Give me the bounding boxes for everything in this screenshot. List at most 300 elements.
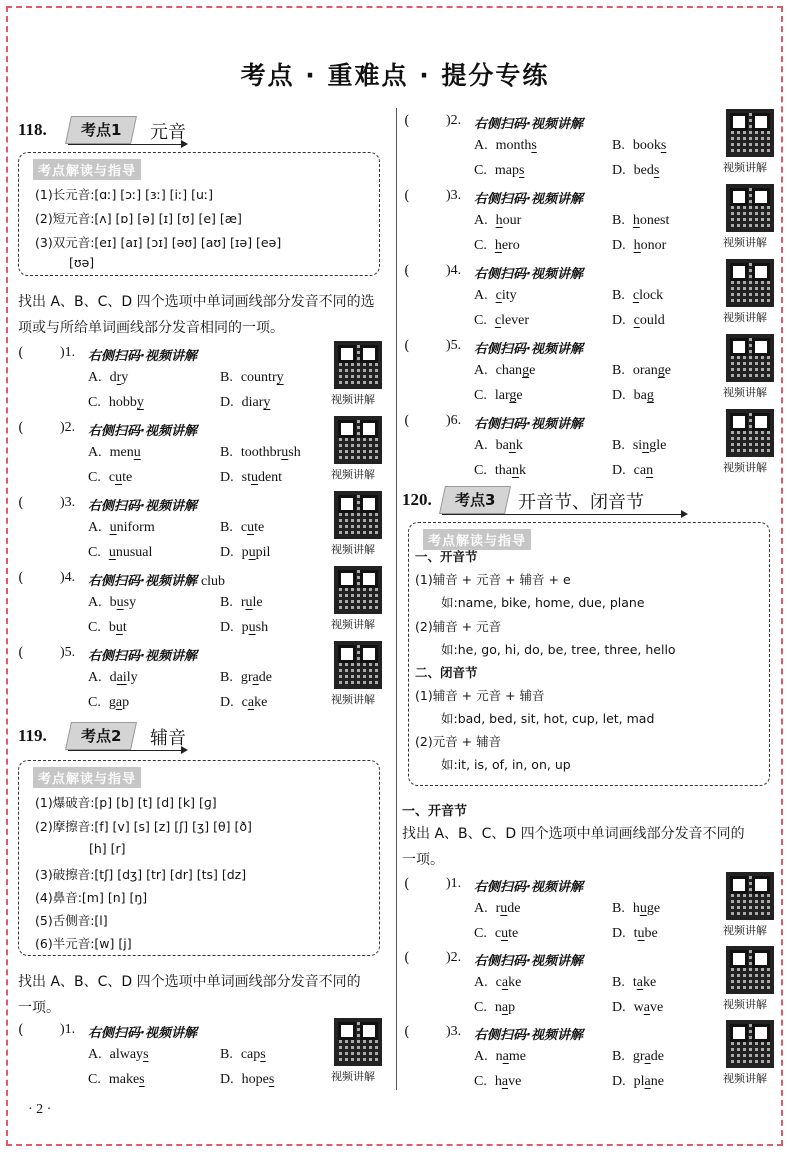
answer-blank: ( xyxy=(18,345,24,361)
answer-blank: ( xyxy=(404,338,410,354)
question-item xyxy=(404,263,774,339)
guide-line: 二、闭音节 xyxy=(415,665,478,680)
underlined-letters: u xyxy=(109,520,117,535)
option-b[interactable] xyxy=(220,595,263,611)
question-item xyxy=(18,570,388,646)
option-c[interactable] xyxy=(88,620,127,636)
answer-input[interactable] xyxy=(412,338,442,356)
guide-line: 如:bad, bed, sit, hot, cup, let, mad xyxy=(441,711,655,726)
underlined-letters: u xyxy=(281,445,289,460)
question-number: )1. xyxy=(60,1022,76,1037)
answer-input[interactable] xyxy=(26,345,56,363)
option-letter: D. xyxy=(220,545,234,560)
option-letter: B. xyxy=(220,595,233,610)
option-d[interactable] xyxy=(612,1074,664,1090)
answer-input[interactable] xyxy=(412,113,442,131)
option-word: thank xyxy=(494,463,526,478)
answer-blank: ( xyxy=(404,876,410,892)
guide-line: (1)辅音 + 元音 + 辅音 + e xyxy=(415,572,571,587)
underlined-letters: a xyxy=(636,975,643,990)
qr-code[interactable] xyxy=(726,872,774,920)
option-letter: A. xyxy=(88,1047,102,1062)
qr-label: 视频讲解 xyxy=(331,393,375,406)
option-a[interactable] xyxy=(474,288,517,304)
guide-line: (2)摩擦音:[f] [v] [s] [z] [ʃ] [ʒ] [θ] [ð] xyxy=(35,819,252,834)
guide-box-heading: 考点解读与指导 xyxy=(33,159,141,180)
guide-line: 如:name, bike, home, due, plane xyxy=(441,595,645,610)
option-letter: B. xyxy=(612,363,625,378)
video-hint: 右侧扫码·视频讲解 xyxy=(88,649,197,664)
question-number: )6. xyxy=(446,413,462,428)
underlined-letters: a xyxy=(247,695,255,710)
option-d[interactable] xyxy=(612,163,659,179)
underlined-letters: g xyxy=(646,388,654,403)
option-a[interactable] xyxy=(88,370,128,386)
underlined-letters: s xyxy=(260,1047,266,1062)
option-word: hopes xyxy=(241,1072,275,1087)
underlined-letters: a xyxy=(643,1000,650,1015)
option-letter: D. xyxy=(612,163,626,178)
option-word: uniform xyxy=(109,520,155,535)
option-word: large xyxy=(494,388,523,403)
option-d[interactable] xyxy=(612,1000,663,1016)
option-word: huge xyxy=(632,901,661,916)
option-d[interactable] xyxy=(612,313,665,329)
guide-box xyxy=(408,522,770,786)
option-d[interactable] xyxy=(612,238,666,254)
qr-code[interactable] xyxy=(726,409,774,457)
option-letter: D. xyxy=(612,238,626,253)
guide-line: (1)爆破音:[p] [b] [t] [d] [k] [ɡ] xyxy=(35,795,217,810)
option-word: gap xyxy=(108,695,130,710)
option-letter: C. xyxy=(88,470,101,485)
qr-label: 视频讲解 xyxy=(331,468,375,481)
section-tag xyxy=(65,116,137,144)
underlined-letters: s xyxy=(268,1072,275,1087)
option-a[interactable] xyxy=(474,138,537,154)
question-item xyxy=(18,645,388,721)
answer-blank: ( xyxy=(404,413,410,429)
option-word: cute xyxy=(108,470,133,485)
answer-input[interactable] xyxy=(26,495,56,513)
option-a[interactable] xyxy=(88,445,141,461)
underlined-letters: a xyxy=(252,670,259,685)
instruction-text: 找出 A、B、C、D 四个选项中单词画线部分发音不同的选 xyxy=(18,294,375,310)
question-number: )4. xyxy=(60,570,76,585)
option-word: nap xyxy=(494,1000,516,1015)
page-title: 考点 · 重难点 · 提分专练 xyxy=(240,61,550,90)
option-letter: C. xyxy=(88,545,101,560)
underlined-letters: a xyxy=(502,1049,509,1064)
qr-label: 视频讲解 xyxy=(723,461,767,474)
question-number: )1. xyxy=(446,876,462,891)
section-number: 118. xyxy=(18,120,47,139)
underlined-letters: s xyxy=(139,1072,145,1087)
option-word: unusual xyxy=(108,545,153,560)
underlined-letters: s xyxy=(518,163,525,178)
option-d[interactable] xyxy=(220,620,268,636)
option-word: honor xyxy=(633,238,667,253)
option-b[interactable] xyxy=(612,975,656,991)
question-item xyxy=(404,950,774,1026)
option-b[interactable] xyxy=(612,138,666,154)
option-b[interactable] xyxy=(220,445,301,461)
underlined-letters: y xyxy=(276,370,284,385)
underlined-letters: u xyxy=(115,620,123,635)
option-letter: B. xyxy=(612,901,625,916)
answer-blank: ( xyxy=(404,950,410,966)
answer-input[interactable] xyxy=(412,1024,442,1042)
answer-blank: ( xyxy=(404,113,410,129)
qr-code[interactable] xyxy=(334,416,382,464)
underlined-letters: g xyxy=(509,388,517,403)
qr-code[interactable] xyxy=(726,109,774,157)
underlined-letters: r xyxy=(116,370,122,385)
option-d[interactable] xyxy=(612,463,653,479)
qr-code[interactable] xyxy=(334,1018,382,1066)
question-item xyxy=(404,876,774,952)
option-c[interactable] xyxy=(88,395,144,411)
question-item xyxy=(404,113,774,189)
underlined-letters: a xyxy=(115,695,123,710)
option-letter: B. xyxy=(612,438,625,453)
option-c[interactable] xyxy=(474,313,529,329)
guide-line: 如:he, go, hi, do, be, tree, three, hello xyxy=(441,642,676,657)
option-letter: C. xyxy=(474,926,487,941)
video-hint: 右侧扫码·视频讲解 xyxy=(88,349,197,364)
section-header xyxy=(18,722,388,752)
underlined-letters: n xyxy=(508,438,516,453)
underlined-letters: u xyxy=(248,620,256,635)
option-word: caps xyxy=(240,1047,266,1062)
option-letter: C. xyxy=(474,313,487,328)
option-word: always xyxy=(109,1047,149,1062)
video-hint: 右侧扫码·视频讲解 xyxy=(474,417,583,432)
option-letter: B. xyxy=(220,670,233,685)
answer-blank: ( xyxy=(18,645,24,661)
qr-code[interactable] xyxy=(726,259,774,307)
qr-label: 视频讲解 xyxy=(723,1072,767,1085)
underlined-letters: s xyxy=(531,138,537,153)
qr-label: 视频讲解 xyxy=(723,236,767,249)
qr-code[interactable] xyxy=(334,491,382,539)
question-number: )2. xyxy=(60,420,76,435)
option-letter: A. xyxy=(474,901,488,916)
answer-input[interactable] xyxy=(412,263,442,281)
option-d[interactable] xyxy=(220,545,270,561)
option-word: country xyxy=(240,370,284,385)
option-word: clock xyxy=(632,288,664,303)
option-word: plane xyxy=(633,1074,664,1089)
option-b[interactable] xyxy=(220,1047,266,1063)
option-word: bag xyxy=(633,388,654,403)
option-word: menu xyxy=(109,445,141,460)
question-number: )1. xyxy=(60,345,76,360)
option-a[interactable] xyxy=(474,213,521,229)
qr-code[interactable] xyxy=(726,184,774,232)
option-word: student xyxy=(241,470,283,485)
question-item xyxy=(18,1022,388,1098)
question-item xyxy=(18,345,388,421)
option-a[interactable] xyxy=(474,975,521,991)
option-letter: B. xyxy=(220,1047,233,1062)
section-tag-label: 考点2 xyxy=(80,727,122,745)
option-c[interactable] xyxy=(88,695,129,711)
option-letter: A. xyxy=(474,975,488,990)
section-number: 120. xyxy=(402,490,432,509)
underlined-letters: g xyxy=(522,363,530,378)
option-letter: C. xyxy=(474,1074,487,1089)
option-b[interactable] xyxy=(612,213,669,229)
option-c[interactable] xyxy=(88,1072,145,1088)
option-word: push xyxy=(241,620,269,635)
answer-input[interactable] xyxy=(26,645,56,663)
answer-input[interactable] xyxy=(26,420,56,438)
underlined-letters: a xyxy=(644,1074,651,1089)
underlined-letters: n xyxy=(646,463,654,478)
underlined-letters: c xyxy=(632,288,640,303)
option-letter: A. xyxy=(474,213,488,228)
guide-box xyxy=(18,760,380,956)
option-letter: C. xyxy=(474,388,487,403)
qr-code[interactable] xyxy=(334,641,382,689)
option-b[interactable] xyxy=(220,520,264,536)
underlined-letters: s xyxy=(653,163,660,178)
option-letter: D. xyxy=(220,620,234,635)
option-c[interactable] xyxy=(474,1000,515,1016)
option-a[interactable] xyxy=(88,595,136,611)
underlined-letters: u xyxy=(250,470,258,485)
option-a[interactable] xyxy=(474,1049,526,1065)
subheading: 一、开音节 xyxy=(402,804,468,819)
video-hint: 右侧扫码·视频讲解 xyxy=(474,954,583,969)
option-letter: B. xyxy=(612,138,625,153)
question-item xyxy=(404,1024,774,1100)
option-word: tube xyxy=(633,926,658,941)
guide-line: (4)鼻音:[m] [n] [ŋ] xyxy=(35,890,148,905)
option-d[interactable] xyxy=(612,388,654,404)
guide-line: (3)破擦音:[tʃ] [dʒ] [tr] [dr] [ts] [dz] xyxy=(35,867,247,882)
option-c[interactable] xyxy=(474,388,523,404)
underlined-letters: u xyxy=(133,445,141,460)
qr-label: 视频讲解 xyxy=(723,311,767,324)
option-c[interactable] xyxy=(474,926,518,942)
option-b[interactable] xyxy=(612,901,660,917)
option-letter: B. xyxy=(612,1049,625,1064)
guide-line: (6)半元音:[w] [j] xyxy=(35,936,132,951)
underlined-letters: n xyxy=(642,438,650,453)
option-word: rule xyxy=(240,595,263,610)
answer-input[interactable] xyxy=(412,876,442,894)
underlined-letters: u xyxy=(501,926,509,941)
answer-blank: ( xyxy=(404,1024,410,1040)
section-tag xyxy=(439,486,511,514)
option-word: change xyxy=(495,363,536,378)
underlined-letters: a xyxy=(501,975,509,990)
underlined-letters: u xyxy=(115,470,123,485)
answer-blank: ( xyxy=(18,570,24,586)
qr-code[interactable] xyxy=(726,946,774,994)
section-number: 119. xyxy=(18,726,47,745)
option-c[interactable] xyxy=(88,545,152,561)
option-d[interactable] xyxy=(220,695,267,711)
qr-label: 视频讲解 xyxy=(723,924,767,937)
option-word: toothbrush xyxy=(240,445,301,460)
option-word: beds xyxy=(633,163,660,178)
option-word: city xyxy=(495,288,517,303)
option-word: rude xyxy=(495,901,521,916)
option-c[interactable] xyxy=(474,1074,521,1090)
option-letter: C. xyxy=(88,695,101,710)
option-letter: C. xyxy=(474,163,487,178)
question-item xyxy=(404,413,774,489)
answer-input[interactable] xyxy=(412,413,442,431)
option-word: dry xyxy=(109,370,129,385)
answer-input[interactable] xyxy=(412,950,442,968)
option-letter: B. xyxy=(612,975,625,990)
qr-label: 视频讲解 xyxy=(723,998,767,1011)
option-b[interactable] xyxy=(220,370,284,386)
option-word: cake xyxy=(495,975,522,990)
instruction-text: 一项。 xyxy=(18,1000,60,1016)
option-b[interactable] xyxy=(612,438,666,454)
section-underline xyxy=(442,514,686,515)
underlined-letters: y xyxy=(136,395,144,410)
qr-label: 视频讲解 xyxy=(331,693,375,706)
underlined-letters: h xyxy=(495,213,503,228)
question-number: )3. xyxy=(60,495,76,510)
option-letter: D. xyxy=(220,395,234,410)
qr-code[interactable] xyxy=(726,334,774,382)
instruction-text: 找出 A、B、C、D 四个选项中单词画线部分发音不同的 xyxy=(402,826,745,842)
underlined-letters: h xyxy=(633,238,641,253)
video-hint: 右侧扫码·视频讲解 xyxy=(474,267,583,282)
option-b[interactable] xyxy=(612,1049,664,1065)
guide-box xyxy=(18,152,380,276)
qr-code[interactable] xyxy=(726,1020,774,1068)
option-word: hobby xyxy=(108,395,144,410)
instruction-text: 一项。 xyxy=(402,852,444,868)
option-word: cute xyxy=(494,926,519,941)
answer-blank: ( xyxy=(404,263,410,279)
question-item xyxy=(404,188,774,264)
option-letter: D. xyxy=(612,1000,626,1015)
option-word: pupil xyxy=(241,545,271,560)
option-c[interactable] xyxy=(474,238,520,254)
option-letter: C. xyxy=(88,1072,101,1087)
option-d[interactable] xyxy=(220,1072,274,1088)
question-item xyxy=(18,495,388,571)
option-word: but xyxy=(108,620,127,635)
option-a[interactable] xyxy=(474,901,521,917)
underlined-letters: s xyxy=(143,1047,149,1062)
option-a[interactable] xyxy=(88,1047,149,1063)
video-hint: 右侧扫码·视频讲解 xyxy=(474,880,583,895)
option-letter: D. xyxy=(612,313,626,328)
option-letter: A. xyxy=(88,595,102,610)
option-letter: D. xyxy=(612,1074,626,1089)
option-word: could xyxy=(633,313,665,328)
qr-label: 视频讲解 xyxy=(331,618,375,631)
qr-label: 视频讲解 xyxy=(331,543,375,556)
guide-line: (2)辅音 + 元音 xyxy=(415,619,502,634)
video-hint: 右侧扫码·视频讲解 xyxy=(88,424,197,439)
section-title: 开音节、闭音节 xyxy=(518,492,644,513)
option-a[interactable] xyxy=(88,520,155,536)
option-letter: D. xyxy=(220,695,234,710)
question-number: )2. xyxy=(446,950,462,965)
option-letter: B. xyxy=(220,445,233,460)
option-letter: A. xyxy=(474,363,488,378)
option-word: name xyxy=(495,1049,526,1064)
option-word: hero xyxy=(494,238,520,253)
option-d[interactable] xyxy=(220,395,270,411)
right-column xyxy=(396,0,790,1152)
answer-input[interactable] xyxy=(26,570,56,588)
underlined-letters: h xyxy=(494,238,502,253)
option-letter: B. xyxy=(612,213,625,228)
given-word: club xyxy=(200,574,226,589)
option-a[interactable] xyxy=(474,438,523,454)
option-c[interactable] xyxy=(474,463,526,479)
option-word: clever xyxy=(494,313,530,328)
underlined-letters: c xyxy=(494,313,502,328)
option-b[interactable] xyxy=(220,670,272,686)
option-word: grade xyxy=(632,1049,664,1064)
underlined-letters: c xyxy=(633,313,640,328)
option-letter: B. xyxy=(612,288,625,303)
underlined-letters: ai xyxy=(116,670,127,685)
underlined-letters: g xyxy=(657,363,665,378)
underlined-letters: u xyxy=(247,520,255,535)
option-letter: A. xyxy=(88,370,102,385)
instruction-text: 找出 A、B、C、D 四个选项中单词画线部分发音不同的 xyxy=(18,974,361,990)
page-number: · 2 · xyxy=(28,1102,52,1117)
qr-code[interactable] xyxy=(334,566,382,614)
answer-input[interactable] xyxy=(26,1022,56,1040)
option-word: months xyxy=(495,138,537,153)
option-c[interactable] xyxy=(474,163,524,179)
underlined-letters: h xyxy=(632,213,640,228)
option-word: grade xyxy=(240,670,272,685)
option-letter: A. xyxy=(88,445,102,460)
option-letter: B. xyxy=(220,520,233,535)
option-word: daily xyxy=(109,670,138,685)
underlined-letters: a xyxy=(501,1074,509,1089)
option-b[interactable] xyxy=(612,363,671,379)
guide-line: [h] [r] xyxy=(89,841,126,856)
option-b[interactable] xyxy=(612,288,663,304)
question-item xyxy=(404,338,774,414)
answer-input[interactable] xyxy=(412,188,442,206)
option-c[interactable] xyxy=(88,470,132,486)
option-d[interactable] xyxy=(612,926,658,942)
section-title: 辅音 xyxy=(150,728,186,749)
section-header xyxy=(18,116,388,146)
option-a[interactable] xyxy=(474,363,535,379)
option-letter: C. xyxy=(88,395,101,410)
guide-line: (3)双元音:[eɪ] [aɪ] [ɔɪ] [əʊ] [aʊ] [ɪə] [eə] xyxy=(35,235,282,250)
option-letter: A. xyxy=(474,288,488,303)
option-a[interactable] xyxy=(88,670,138,686)
qr-code[interactable] xyxy=(334,341,382,389)
guide-line: [ʊə] xyxy=(69,255,95,270)
option-letter: D. xyxy=(612,463,626,478)
option-d[interactable] xyxy=(220,470,282,486)
qr-label: 视频讲解 xyxy=(723,161,767,174)
underlined-letters: n xyxy=(511,463,519,478)
section-tag-label: 考点1 xyxy=(80,121,122,139)
